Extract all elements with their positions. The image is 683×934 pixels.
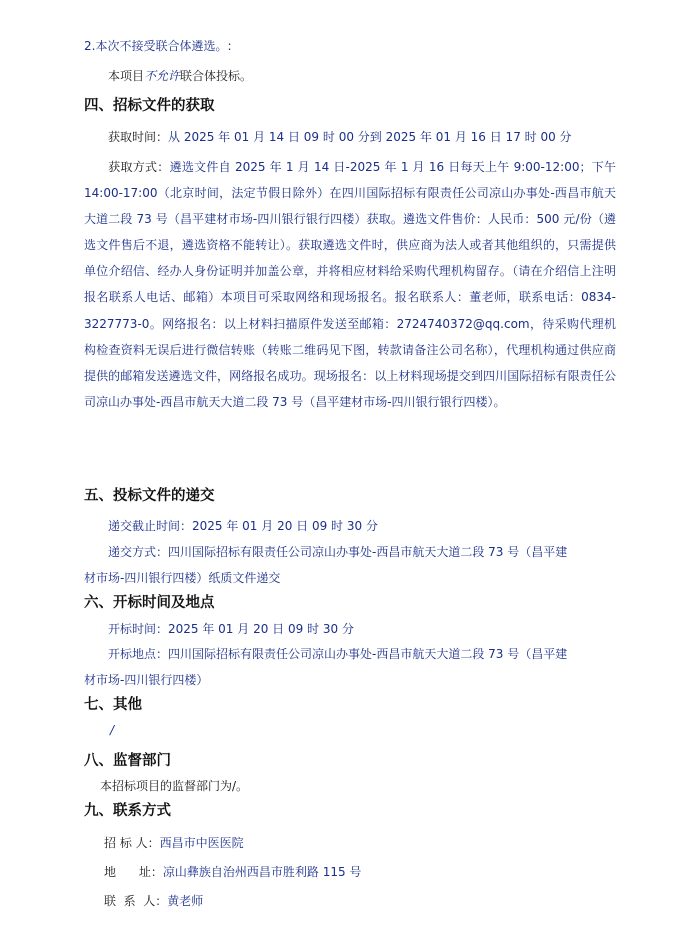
tenderer-value: 西昌市中医医院 (159, 836, 244, 850)
acquisition-time (108, 129, 572, 145)
opening-place-line2: 材市场-四川银行四楼） (84, 673, 209, 687)
address-label: 地 址： (104, 865, 163, 879)
acquisition-method-text: 遴选文件自 2025 年 1 月 14 日-2025 年 1 月 16 日每天上午 9:00-12:00；下午 14:00-17:00（北京时间，法定节假日除外）在四川国际招标有限责任公司凉山办事处-西昌市航天大道二段 73 号（昌平建材市场-四川银行银行四楼）获取。遴选文件售价：人民币：500 元/份（遴选文件售后不退，遴选资格不能转让）。获取遴选文件时，供应商为法人或者其他组织的，只需提供单位介绍信、经办人身份证明并加盖公章，并将相应材料给采购代理机构留存。（请在介绍信上注明报名联系人电话、邮箱）本项目可采取网络和现场报名。报名联系人：董老师，联系电话：0834-3227773-0。网络报名：以上材料扫描原件发送至邮箱：2724740372@qq.com，待采购代理机构检查资料无误后进行微信转账（转账二维码见下图，转款请备注公司名称），代理机构通过供应商提供的邮箱发送遴选文件，网络报名成功。现场报名：以上材料现场提交到四川国际招标有限责任公司凉山办事处-西昌市航天大道二段 73 号（昌平建材市场-四川银行银行四楼）。 (84, 160, 616, 409)
contact-value: 黄老师 (167, 894, 204, 908)
contact-person (104, 893, 203, 909)
acquisition-method-label: 获取方式： (108, 160, 170, 174)
section-7-heading: 七、其他 (84, 697, 142, 713)
contact-address (104, 864, 361, 880)
section-9-heading: 九、联系方式 (84, 803, 171, 819)
submission-method-line2: 材市场-四川银行四楼）纸质文件递交 (84, 571, 281, 585)
submission-method-line1: 递交方式：四川国际招标有限责任公司凉山办事处-西昌市航天大道二段 73 号（昌平建 (108, 545, 568, 559)
section-2-text (108, 68, 252, 84)
section-8-heading: 八、监督部门 (84, 753, 171, 769)
acquisition-time-label: 获取时间： (108, 130, 169, 144)
section-5-heading: 五、投标文件的递交 (84, 488, 215, 504)
section-2-text-prefix: 本项目 (108, 69, 145, 83)
address-value: 凉山彝族自治州西昌市胜利路 115 号 (162, 865, 362, 879)
acquisition-method-paragraph (84, 154, 616, 415)
section-4-heading: 四、招标文件的获取 (84, 98, 215, 114)
other-text: / (110, 723, 115, 737)
contact-label: 联 系 人： (104, 894, 168, 908)
section-2-text-emphasis: 不允许 (144, 69, 181, 83)
opening-time: 开标时间：2025 年 01 月 20 日 09 时 30 分 (108, 622, 354, 636)
tenderer-label: 招 标 人： (104, 836, 160, 850)
opening-place-line1: 开标地点：四川国际招标有限责任公司凉山办事处-西昌市航天大道二段 73 号（昌平建 (108, 647, 568, 661)
acquisition-time-value: 从 2025 年 01 月 14 日 09 时 00 分到 2025 年 01 月 16 日 17 时 00 分 (168, 130, 572, 144)
submission-deadline: 递交截止时间：2025 年 01 月 20 日 09 时 30 分 (108, 519, 378, 533)
section-2-title: 2.本次不接受联合体遴选。: (84, 39, 232, 53)
contact-tenderer (104, 835, 244, 851)
section-6-heading: 六、开标时间及地点 (84, 595, 215, 611)
section-2-text-suffix: 联合体投标。 (180, 69, 253, 83)
supervision-text: 本招标项目的监督部门为/。 (100, 779, 249, 793)
